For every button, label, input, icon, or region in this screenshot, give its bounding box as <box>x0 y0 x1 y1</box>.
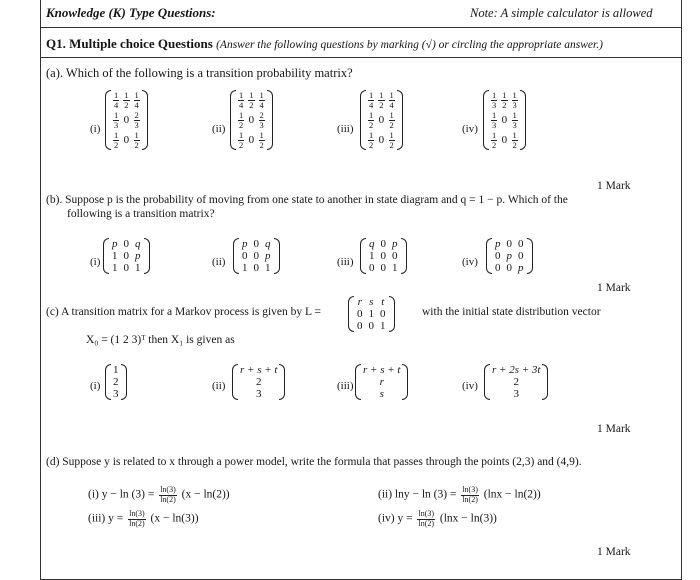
header-note: Note: A simple calculator is allowed <box>470 6 653 20</box>
q1-title: Q1. Multiple choice Questions <box>46 36 213 51</box>
part-c-option-label[interactable]: (i) <box>90 380 101 392</box>
part-c-vector-1: 1 2 3 <box>105 364 127 400</box>
divider-line <box>40 57 681 58</box>
part-c-question-pre: (c) A transition matrix for a Markov process is given by L = <box>46 306 321 318</box>
part-b-matrix-3: q 0 p 1 0 0 0 0 1 <box>360 238 407 274</box>
part-b-question-line1: (b). Suppose p is the probability of moving from one state to another in state diagram and q = 1 − p. Which of the <box>46 194 568 206</box>
q1-heading <box>46 36 603 52</box>
part-c-option-label[interactable]: (iii) <box>337 380 354 392</box>
part-c-matrix-L: r s t 0 1 0 0 0 1 <box>348 296 395 332</box>
part-b-option-label[interactable]: (iv) <box>462 256 478 268</box>
part-c-vector-2: r + s + t 2 3 <box>232 364 285 400</box>
part-d-mark: 1 Mark <box>597 546 631 558</box>
part-a-matrix-2: $\frac{1}{4}$ $\frac{1}{2}$ $\frac{1}{4}$ $\frac{1}{2}$ 0 $\frac{2}{3}$ $\frac{1}{2}$ 0 $\frac{1}{2}$ <box>230 90 273 150</box>
q1-instruction: (Answer the following questions by marking (√) or circling the appropriate answer.) <box>216 39 603 51</box>
part-a-option-label[interactable]: (iv) <box>462 123 478 135</box>
part-c-vector-3: r + s + t r s <box>355 364 408 400</box>
part-c-option-label[interactable]: (ii) <box>212 380 226 392</box>
part-a-matrix-4: $\frac{1}{3}$ $\frac{1}{2}$ $\frac{1}{3}$ $\frac{1}{3}$ 0 $\frac{1}{3}$ $\frac{1}{2}$ 0 $\frac{1}{2}$ <box>483 90 526 150</box>
header-title: Knowledge (K) Type Questions: <box>46 5 216 20</box>
part-a-matrix-1: $\frac{1}{4}$ $\frac{1}{2}$ $\frac{1}{4}$ $\frac{1}{3}$ 0 $\frac{2}{3}$ $\frac{1}{2}$ 0 $\frac{1}{2}$ <box>105 90 148 150</box>
part-d-option-4[interactable]: (iv) y = $\frac{\ln(3)}{\ln(2)}$ (lnx − ln(3)) <box>378 509 497 528</box>
part-b-option-label[interactable]: (ii) <box>212 256 226 268</box>
part-d-question: (d) Suppose y is related to x through a power model, write the formula that passes through the points (2,3) and (4,9). <box>46 456 582 468</box>
part-a-option-label[interactable]: (ii) <box>212 123 226 135</box>
divider-line <box>40 27 681 28</box>
part-a-option-label[interactable]: (iii) <box>337 123 354 135</box>
part-b-matrix-1: p 0 q 1 0 p 1 0 1 <box>103 238 150 274</box>
part-c-option-label[interactable]: (iv) <box>462 380 478 392</box>
fraction: $\frac{\ln(3)}{\ln(2)}$ <box>462 485 478 504</box>
part-d-option-1[interactable]: (i) y − ln (3) = $\frac{\ln(3)}{\ln(2)}$ (x − ln(2)) <box>88 485 230 504</box>
part-c-vector-4: r + 2s + 3t 2 3 <box>484 364 548 400</box>
fraction: $\frac{\ln(3)}{\ln(2)}$ <box>418 509 435 528</box>
part-a-mark: 1 Mark <box>597 180 631 192</box>
part-b-option-label[interactable]: (i) <box>90 256 101 268</box>
part-d-option-2[interactable]: (ii) lny − ln (3) = $\frac{\ln(3)}{\ln(2)}$ (lnx − ln(2)) <box>378 485 541 504</box>
part-a-matrix-3: $\frac{1}{4}$ $\frac{1}{2}$ $\frac{1}{4}$ $\frac{1}{2}$ 0 $\frac{1}{2}$ $\frac{1}{2}$ 0 $\frac{1}{2}$ <box>360 90 403 150</box>
part-b-mark: 1 Mark <box>597 282 631 294</box>
fraction: $\frac{\ln(3)}{\ln(2)}$ <box>129 509 145 528</box>
part-b-matrix-2: p 0 q 0 0 p 1 0 1 <box>233 238 280 274</box>
part-c-initial-vector: X₀ = (1 2 3)ᵀ then X₁ is given as <box>86 334 235 346</box>
fraction: $\frac{\ln(3)}{\ln(2)}$ <box>160 485 176 504</box>
part-c-mark: 1 Mark <box>597 423 631 435</box>
part-c-question-post: with the initial state distribution vector <box>422 306 601 318</box>
part-a-option-label[interactable]: (i) <box>90 123 101 135</box>
part-b-option-label[interactable]: (iii) <box>337 256 354 268</box>
part-b-matrix-4: p 0 0 0 p 0 0 0 p <box>486 238 533 274</box>
part-d-option-3[interactable]: (iii) y = $\frac{\ln(3)}{\ln(2)}$ (x − ln(3)) <box>88 509 199 528</box>
part-b-question-line2: following is a transition matrix? <box>67 208 215 220</box>
part-a-question: (a). Which of the following is a transition probability matrix? <box>46 66 353 80</box>
